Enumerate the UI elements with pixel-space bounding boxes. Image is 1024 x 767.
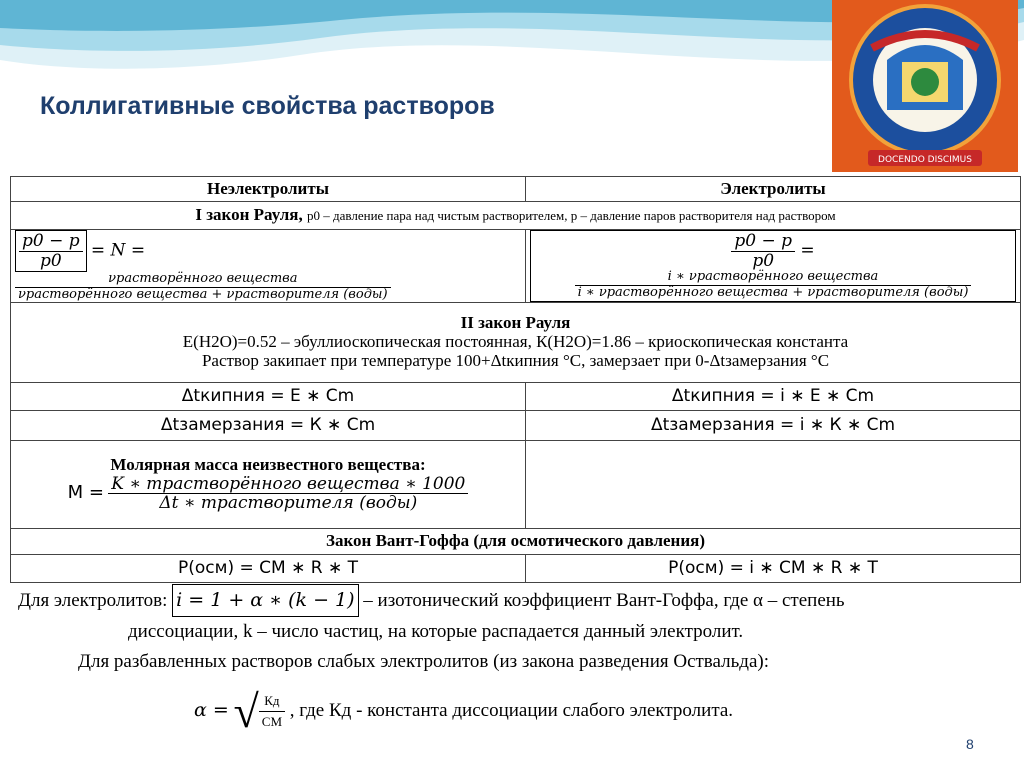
vanthoff-row: [11, 528, 1021, 554]
table-header-row: [11, 177, 1021, 202]
raoult1-formula-right: [526, 230, 1021, 303]
f1-right-rden: i ∗ νрастворённого вещества + νрастворителя (воды): [577, 284, 969, 300]
vanthoff-title: Закон Вант-Гоффа (для осмотического давления): [11, 528, 1021, 554]
osmotic-row: [11, 554, 1021, 582]
boiling-formula-left: Δtкипния = Е ∗ Сm: [11, 382, 526, 410]
raoult1-formula-left: [11, 230, 526, 303]
molar-mass-den: Δt ∗ mрастворителя (воды): [159, 493, 418, 514]
alpha-num: Кд: [259, 691, 285, 712]
header-nonelectrolytes: Неэлектролиты: [11, 177, 526, 202]
colligative-properties-table: [10, 176, 1021, 583]
raoult2-cell: [11, 302, 1021, 382]
freezing-row: [11, 410, 1021, 440]
raoult1-row: [11, 202, 1021, 230]
header-electrolytes: Электролиты: [526, 177, 1021, 202]
notes-line-2: диссоциации, k – число частиц, на которые распадается данный электролит.: [128, 621, 744, 643]
freezing-formula-left: Δtзамерзания = К ∗ Сm: [11, 410, 526, 440]
molar-mass-lhs: M =: [67, 481, 104, 503]
molar-mass-title: Молярная масса неизвестного вещества:: [110, 454, 426, 474]
molar-mass-num: K ∗ mрастворённого вещества ∗ 1000: [108, 475, 468, 495]
molar-mass-row: [11, 440, 1021, 528]
raoult2-temperatures: Раствор закипает при температуре 100+Δtкипния °С, замерзает при 0-Δtзамерзания °С: [201, 350, 830, 370]
molar-mass-empty-cell: [526, 440, 1021, 528]
raoult1-title: I закон Рауля,: [195, 205, 303, 225]
f1-left-rden: νрастворённого вещества + νрастворителя (воды): [18, 286, 388, 302]
slide-title: Коллигативные свойства растворов: [40, 92, 495, 120]
f1-left-den: p0: [39, 250, 62, 271]
f1-right-num: p0 − p: [731, 232, 795, 252]
academy-emblem-logo: [832, 0, 1018, 172]
raoult2-constants: Е(Н2О)=0.52 – эбуллиоскопическая постоянная, К(Н2О)=1.86 – криоскопическая константа: [182, 332, 849, 352]
alpha-lhs: α =: [194, 699, 229, 722]
alpha-den: СМ: [261, 714, 283, 730]
f1-left-num: p0 − p: [19, 232, 83, 252]
f1-right-mid: =: [800, 240, 815, 261]
isotonic-coefficient-formula: i = 1 + α ∗ (k − 1): [172, 584, 358, 617]
boiling-row: [11, 382, 1021, 410]
raoult2-title: II закон Рауля: [460, 313, 571, 333]
freezing-formula-right: Δtзамерзания = i ∗ К ∗ Сm: [526, 410, 1021, 440]
raoult2-row: [11, 302, 1021, 382]
raoult1-formula-row: [11, 230, 1021, 303]
svg-text:DOCENDO DISCIMUS: DOCENDO DISCIMUS: [878, 155, 972, 165]
notes-line1-suffix: – изотонический коэффициент Вант-Гоффа, где α – степень: [363, 590, 845, 611]
raoult1-cell: [11, 202, 1021, 230]
page-number: 8: [966, 736, 974, 752]
notes-line-3: Для разбавленных растворов слабых электролитов (из закона разведения Оствальда):: [78, 650, 769, 672]
notes-line-1: [18, 584, 1008, 617]
notes-line-4: [18, 676, 1008, 747]
f1-left-mid: = N =: [90, 240, 146, 261]
sqrt-icon: √: [233, 686, 259, 738]
boiling-formula-right: Δtкипния = i ∗ Е ∗ Сm: [526, 382, 1021, 410]
f1-right-den: p0: [752, 250, 775, 271]
osmotic-formula-right: P(осм) = i ∗ СМ ∗ R ∗ T: [526, 554, 1021, 582]
f1-left-rnum: νрастворённого вещества: [15, 272, 391, 287]
raoult1-description: p0 – давление пара над чистым растворителем, р – давление паров растворителя над раствором: [307, 208, 836, 224]
molar-mass-cell: [11, 440, 526, 528]
notes-line1-prefix: Для электролитов:: [18, 590, 168, 611]
notes-block: [18, 584, 1008, 748]
alpha-suffix: , где Кд - константа диссоциации слабого электролита.: [289, 700, 734, 722]
f1-right-rnum: i ∗ νрастворённого вещества: [575, 270, 972, 285]
osmotic-formula-left: P(осм) = СМ ∗ R ∗ T: [11, 554, 526, 582]
